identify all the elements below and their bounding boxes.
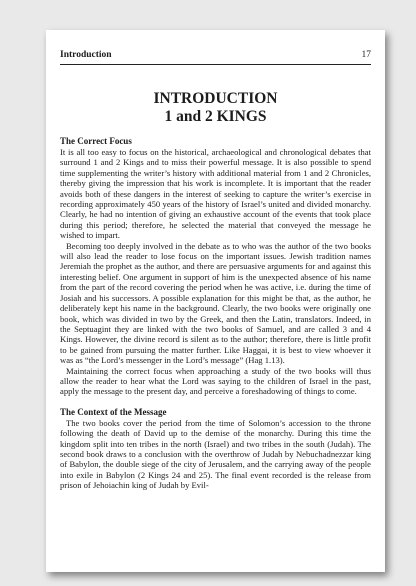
section-heading: The Context of the Message — [60, 406, 167, 417]
section-spacer — [60, 397, 371, 407]
book-page — [46, 30, 385, 572]
chapter-title-line-2: 1 and 2 KINGS — [164, 108, 267, 125]
page-number: 17 — [361, 50, 371, 60]
paragraph: Becoming too deeply involved in the debate as to who was the author of the two books will also lead the reader to lose focus on the important issues. Jewish tradition names Jeremiah the prophet as the author, and there are persuasive arguments for and against this interesting belief. One argument in support of him is the unexpected absence of his name from the part of the record covering the period when he was active, i.e. during the time of Josiah and his successors. A possible explanation for this might be that, as the author, he deliberately kept his name in the background. Clearly, the two books were originally one book, which was divided in two by the Greek, and then the Latin, translators. Indeed, in the Septuagint they are linked with the two books of Samuel, and are called 3 and 4 Kings. However, the divine record is silent as to the author; therefore, there is little profit to be gained from pursuing the matter further. Like Haggai, it is best to view whoever it was as “the Lord’s messenger in the Lord’s message” (Hag 1.13). — [60, 240, 371, 366]
section-heading: The Correct Focus — [60, 136, 132, 146]
chapter-title-line-1: INTRODUCTION — [153, 90, 278, 107]
chapter-title — [60, 90, 371, 126]
paragraph: Maintaining the correct focus when approaching a study of the two books will thus allow the reader to hear what the Lord was saying to the children of Israel in the past, apply the message to the present day, and perceive a foreshadowing of things to come. — [60, 365, 371, 397]
paragraph: It is all too easy to focus on the historical, archaeological and chronological debates that surround 1 and 2 Kings and to miss their powerful message. It is also possible to spend time supplementing the writer’s history with additional material from 1 and 2 Chronicles, thereby giving the impression that his work is incomplete. It is important that the reader avoids both of these dangers in the interest of seeking to capture the writer’s exercise in recording approximately 450 years of the history of Israel’s united and divided monarchy. Clearly, he had no intention of giving an exhaustive account of the events that took place during this period; therefore, he selected the material that conveyed the message he wished to impart. — [60, 147, 371, 241]
paragraph: The two books cover the period from the time of Solomon’s accession to the throne following the death of David up to the demise of the monarchy. During this time the kingdom split into ten tribes in the north (Israel) and two tribes in the south (Judah). The second book draws to a conclusion with the overthrow of Judah by Nebuchadnezzar king of Babylon, the double siege of the city of Jerusalem, and the carrying away of the people into exile in Babylon (2 Kings 24 and 25). The final event recorded is the release from prison of Jehoiachin king of Judah by Evil- — [60, 417, 371, 491]
body-text — [60, 136, 371, 491]
running-header-section: Introduction — [60, 50, 112, 60]
running-header — [60, 50, 371, 65]
